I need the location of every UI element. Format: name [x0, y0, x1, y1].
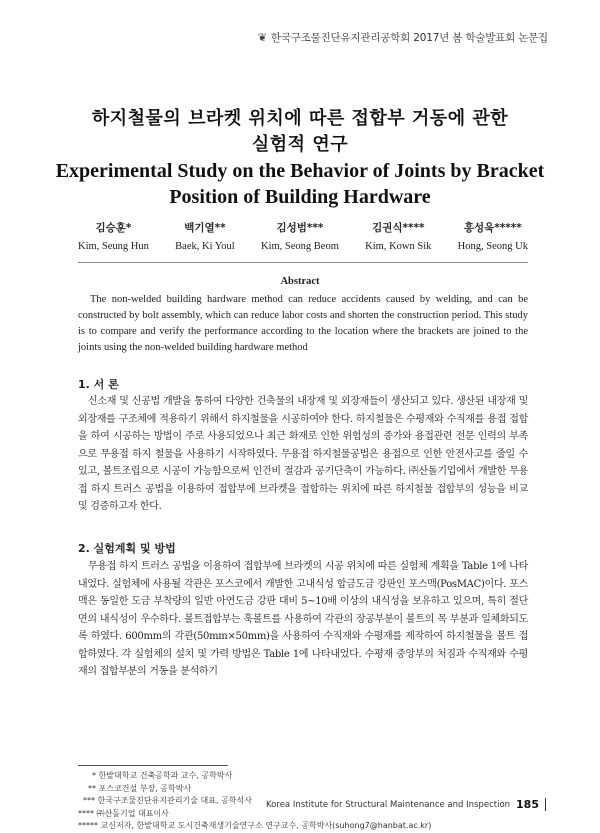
abstract-heading: Abstract — [280, 276, 320, 287]
author — [78, 220, 149, 252]
author-name-korean: 홍성욱***** — [463, 222, 522, 234]
author-name-english: Kim, Seong Beom — [260, 241, 339, 252]
conference-name: 한국구조물진단유지관리공학회 2017년 봄 학술발표회 논문집 — [270, 32, 548, 44]
footnote: **** ㈜산돌기업 대표이사 — [78, 808, 169, 818]
footnote: ***** 교신저자, 한밭대학교 도시건축재생기술연구소 연구교수, 공학박사(suhong7@hanbat.ac.kr) — [78, 821, 432, 830]
section-heading-methods: 2. 실험계획 및 방법 — [78, 542, 176, 555]
author — [261, 220, 339, 252]
footnote-divider — [78, 765, 228, 766]
footnote: *** 한국구조물진단유지관리기술 대표, 공학석사 — [83, 796, 253, 805]
english-title-line1: Experimental Study on the Behavior of Joints by Bracket — [55, 160, 545, 182]
section-heading-introduction: 1. 서 론 — [78, 378, 119, 391]
running-header — [258, 30, 548, 45]
page-number: 185 — [516, 798, 546, 811]
divider — [78, 262, 528, 263]
section-body-introduction: 신소재 및 신공법 개발을 통하여 다양한 건축물의 내장재 및 외장재들이 생산되고 있다. 생산된 내장재 및 외장재를 구조체에 적용하기 위해서 하지철물을 시공하여야 한다. 하지철물은 수평재와 수직재를 용접 접합을 하여 시공하는 방법이 주로 사용되었으나 최근 화재로 인한 위험성의 증가와 용접관련 전문 인력의 부족으로 무용접 하지 철물을 사용하기 시작하였다. 무용접 하지철물공법은 용접으로 인한 안전사고를 줄일 수 있고, 볼트조립으로 시공이 가능함으로써 인건비 절감과 공기단축이 가능하다. ㈜산돌기업에서 개발한 무용접 하지 트러스 공법을 이용하여 접합부에 브라켓을 접합하는 위치에 따른 하지철물 접합부의 성능을 비교 및 검증하고자 한다. — [78, 396, 528, 512]
korean-title-line2: 실험적 연구 — [251, 134, 349, 155]
leaf-icon: ❦ — [257, 31, 267, 44]
author — [175, 220, 235, 252]
author-name-korean: 백기열** — [184, 222, 226, 234]
author-name-english: Kim, Kown Sik — [365, 241, 432, 252]
footnote: * 한밭대학교 건축공학과 교수, 공학박사 — [92, 771, 233, 780]
footnote: ** 포스코건설 부장, 공학박사 — [88, 783, 192, 793]
author-name-english: Hong, Seong Uk — [457, 241, 528, 252]
english-title-line2: Position of Building Hardware — [169, 186, 431, 208]
author-name-korean: 김권식**** — [372, 222, 425, 234]
section-body-methods: 무용접 하지 트러스 공법을 이용하여 접합부에 브라켓의 시공 위치에 따른 실험체 계획을 Table 1에 나타내었다. 실험체에 사용될 각관은 포스코에서 개발한 고내식성 합금도금 강판인 포스맥(PosMAC)이다. 포스맥은 동일한 도금 부착량의 일반 아연도금 강판 대비 5~10배 이상의 내식성을 보유하고 있으며, 특히 절단면의 내식성이 우수하다. 볼트접합부는 훅볼트를 사용하여 각관의 장공부분이 볼트의 목 부분과 일체화되도록 하였다. 600mm의 각관(50mm×50mm)을 사용하여 수직재와 수평재를 제작하여 하지철물을 볼트 접합하였다. 각 실험체의 설치 및 가력 방법은 Table 1에 나타내었다. 수평재 중앙부의 처짐과 수직재와 수평재의 접합부분의 거동을 분석하기 — [78, 561, 528, 677]
author-name-korean: 김승훈* — [95, 222, 132, 234]
author-name-english: Kim, Seung Hun — [78, 241, 149, 252]
author-list — [78, 220, 528, 252]
author-name-english: Baek, Ki Youl — [175, 241, 235, 252]
footer-institution: Korea Institute for Structural Maintenance and Inspection — [266, 799, 511, 810]
abstract-text: The non-welded building hardware method can reduce accidents caused by welding, and can be constructed by bolt assembly, which can reduce labor costs and shorten the construction period. This study is to compare and verify the performance according to the location where the brackets are joined to the joints using the non-welded building hardware method — [78, 294, 528, 353]
author-name-korean: 김성범*** — [276, 222, 324, 234]
author — [458, 220, 528, 252]
korean-title-line1: 하지철물의 브라켓 위치에 따른 접합부 거동에 관한 — [91, 108, 509, 129]
author — [365, 220, 431, 252]
page-footer — [266, 798, 546, 811]
